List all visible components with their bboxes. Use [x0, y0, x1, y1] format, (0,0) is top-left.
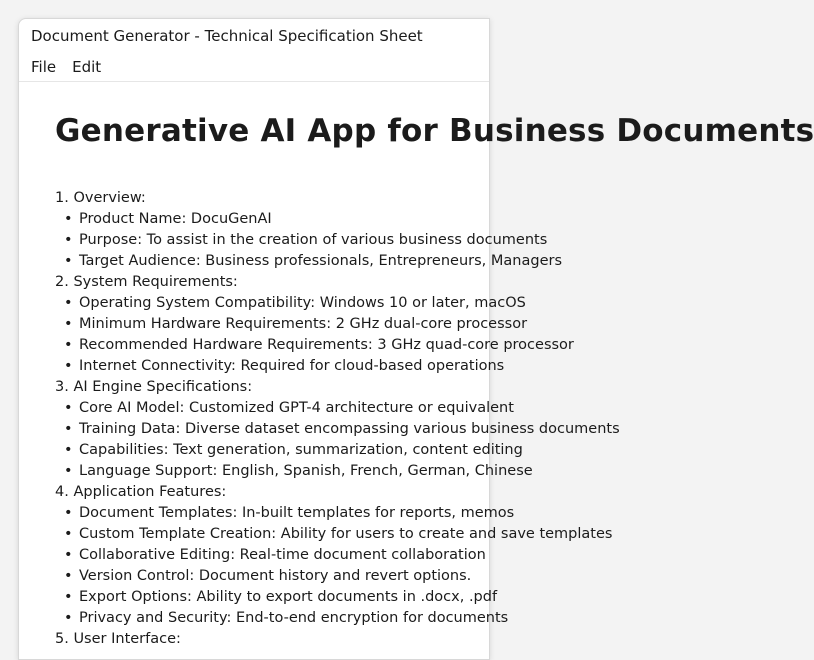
list-item: • Privacy and Security: End-to-end encryption for documents [55, 608, 489, 629]
list-item: • Language Support: English, Spanish, French, German, Chinese [55, 461, 489, 482]
list-item: • Custom Template Creation: Ability for users to create and save templates [55, 524, 489, 545]
menu-file[interactable]: File [31, 58, 57, 76]
list-item: • Recommended Hardware Requirements: 3 GHz quad-core processor [55, 335, 489, 356]
document-area [19, 83, 814, 659]
list-item: • Document Templates: In-built templates for reports, memos [55, 503, 489, 524]
list-item: • Operating System Compatibility: Windows 10 or later, macOS [55, 293, 489, 314]
list-item: • Minimum Hardware Requirements: 2 GHz dual-core processor [55, 314, 489, 335]
list-item: • Export Options: Ability to export documents in .docx, .pdf [55, 587, 489, 608]
section-heading: 4. Application Features: [55, 484, 227, 500]
menu-edit[interactable]: Edit [72, 58, 102, 76]
list-item: • Capabilities: Text generation, summarization, content editing [55, 440, 489, 461]
bullet-list [55, 209, 563, 272]
menu-bar [19, 53, 489, 82]
bullet-list [55, 503, 613, 629]
document-body [55, 188, 620, 650]
section-heading: 3. AI Engine Specifications: [55, 379, 253, 395]
list-item: • Training Data: Diverse dataset encompassing various business documents [55, 419, 489, 440]
title-bar [19, 19, 489, 53]
bullet-list [55, 398, 620, 482]
bullet-list [55, 293, 574, 377]
section-heading: 5. User Interface: [55, 631, 181, 647]
list-item: • Collaborative Editing: Real-time document collaboration [55, 545, 489, 566]
section-heading: 1. Overview: [55, 190, 146, 206]
list-item: • Purpose: To assist in the creation of various business documents [55, 230, 489, 251]
section-heading: 2. System Requirements: [55, 274, 238, 290]
list-item: • Internet Connectivity: Required for cloud-based operations [55, 356, 489, 377]
list-item: • Version Control: Document history and revert options. [55, 566, 489, 587]
document-title: Generative AI App for Business Documents [55, 113, 814, 149]
list-item: • Core AI Model: Customized GPT-4 architecture or equivalent [55, 398, 489, 419]
window-title: Document Generator - Technical Specification Sheet [31, 27, 423, 45]
list-item: • Target Audience: Business professionals, Entrepreneurs, Managers [55, 251, 489, 272]
app-window [18, 18, 814, 660]
list-item: • Product Name: DocuGenAI [55, 209, 489, 230]
